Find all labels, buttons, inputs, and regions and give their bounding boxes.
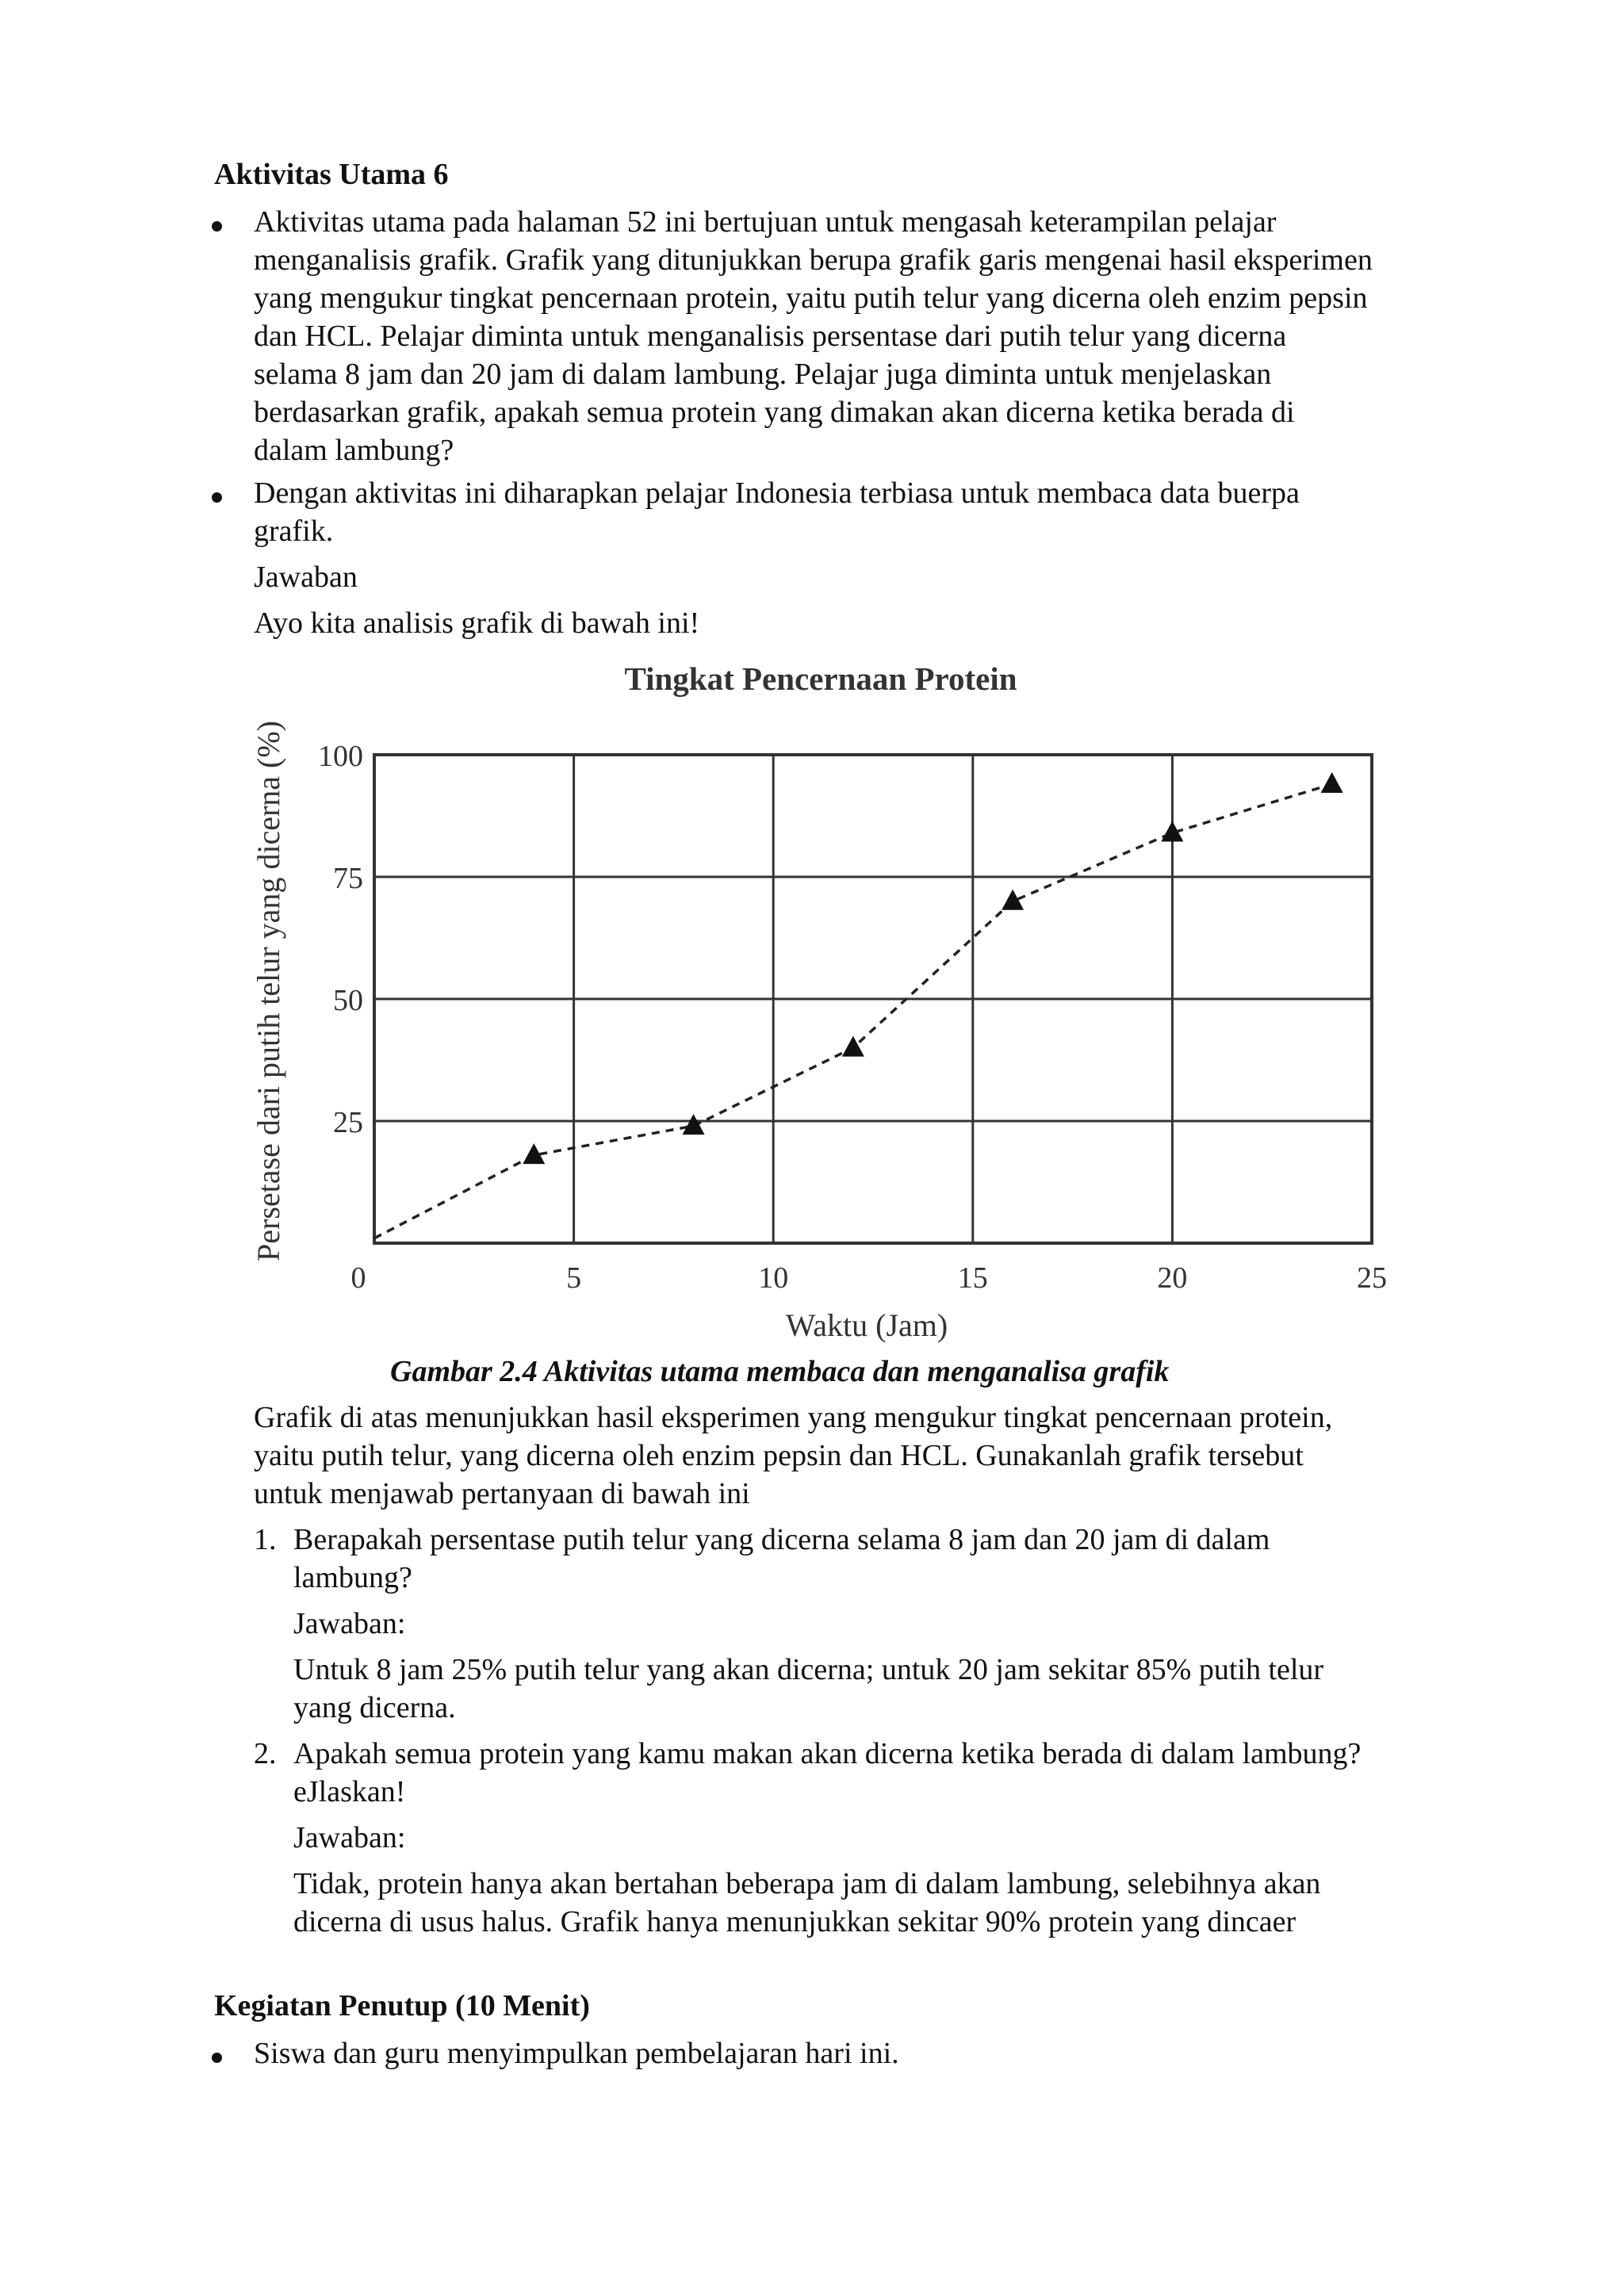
text-line: Apakah semua protein yang kamu makan akan dicerna ketika berada di dalam lambung? <box>293 1737 1362 1770</box>
text-line: grafik. <box>254 515 334 548</box>
data-point-marker <box>1321 772 1343 793</box>
text-line: dan HCL. Pelajar diminta untuk menganalisis persentase dari putih telur yang dicerna <box>254 320 1287 353</box>
x-tick-label: 15 <box>957 1261 988 1295</box>
question-number: 1. <box>254 1523 277 1556</box>
closing-heading: Kegiatan Penutup (10 Menit) <box>214 1989 590 2022</box>
y-tick-label: 25 <box>333 1106 363 1139</box>
chart-grid <box>374 755 1372 1243</box>
series-line <box>374 784 1332 1238</box>
y-axis-label: Persetase dari putih telur yang dicerna (%) <box>251 721 286 1261</box>
activity-heading: Aktivitas Utama 6 <box>214 158 449 191</box>
text-line: yang mengukur tingkat pencernaan protein, yaitu putih telur yang dicerna oleh enzim pepsin <box>254 281 1368 315</box>
text-line: yaitu putih telur, yang dicerna oleh enzim pepsin dan HCL. Gunakanlah grafik tersebut <box>254 1439 1304 1472</box>
answer-label: Jawaban: <box>293 1821 406 1854</box>
y-axis-ticks <box>318 740 363 1139</box>
answer-intro: Ayo kita analisis grafik di bawah ini! <box>254 607 700 640</box>
text-line: dalam lambung? <box>254 434 454 467</box>
text-line: Tidak, protein hanya akan bertahan beberapa jam di dalam lambung, selebihnya akan <box>293 1867 1321 1900</box>
text-line: Grafik di atas menunjukkan hasil eksperimen yang mengukur tingkat pencernaan protein, <box>254 1401 1333 1434</box>
text-line: Aktivitas utama pada halaman 52 ini bertujuan untuk mengasah keterampilan pelajar <box>254 205 1277 239</box>
text-line: untuk menjawab pertanyaan di bawah ini <box>254 1477 750 1510</box>
figure-caption: Gambar 2.4 Aktivitas utama membaca dan menganalisa grafik <box>390 1355 1170 1388</box>
text-line: Untuk 8 jam 25% putih telur yang akan dicerna; untuk 20 jam sekitar 85% putih telur <box>293 1653 1324 1686</box>
text-line: berdasarkan grafik, apakah semua protein yang dimakan akan dicerna ketika berada di <box>254 396 1295 429</box>
x-tick-label: 0 <box>350 1261 366 1295</box>
text-line: menganalisis grafik. Grafik yang ditunjukkan berupa grafik garis mengenai hasil eksperimen <box>254 243 1373 277</box>
chart-title: Tingkat Pencernaan Protein <box>624 660 1017 697</box>
text-line: Berapakah persentase putih telur yang dicerna selama 8 jam dan 20 jam di dalam <box>293 1523 1270 1556</box>
text-line: selama 8 jam dan 20 jam di dalam lambung. Pelajar juga diminta untuk menjelaskan <box>254 358 1272 391</box>
answer-label: Jawaban <box>254 561 358 594</box>
y-tick-label: 75 <box>333 862 363 895</box>
text-line: yang dicerna. <box>293 1691 456 1724</box>
bullet-dot <box>212 2053 222 2063</box>
x-axis-ticks <box>351 1261 1388 1295</box>
chart-series <box>374 772 1343 1238</box>
text-line: dicerna di usus halus. Grafik hanya menunjukkan sekitar 90% protein yang dincaer <box>293 1905 1297 1938</box>
data-point-marker <box>683 1114 705 1135</box>
answer-label: Jawaban: <box>293 1607 406 1640</box>
x-tick-label: 5 <box>566 1261 582 1295</box>
text-line: Dengan aktivitas ini diharapkan pelajar Indonesia terbiasa untuk membaca data buerpa <box>254 476 1300 510</box>
data-point-marker <box>1002 890 1024 910</box>
closing-bullet: Siswa dan guru menyimpulkan pembelajaran hari ini. <box>254 2037 899 2070</box>
y-tick-label: 50 <box>333 984 363 1017</box>
x-tick-label: 10 <box>758 1261 789 1295</box>
text-line: eJlaskan! <box>293 1775 406 1808</box>
x-axis-label: Waktu (Jam) <box>785 1307 948 1343</box>
question-number: 2. <box>254 1737 277 1770</box>
x-tick-label: 25 <box>1357 1261 1387 1295</box>
x-tick-label: 20 <box>1157 1261 1188 1295</box>
y-tick-label: 100 <box>318 740 363 773</box>
text-line: lambung? <box>293 1561 412 1594</box>
